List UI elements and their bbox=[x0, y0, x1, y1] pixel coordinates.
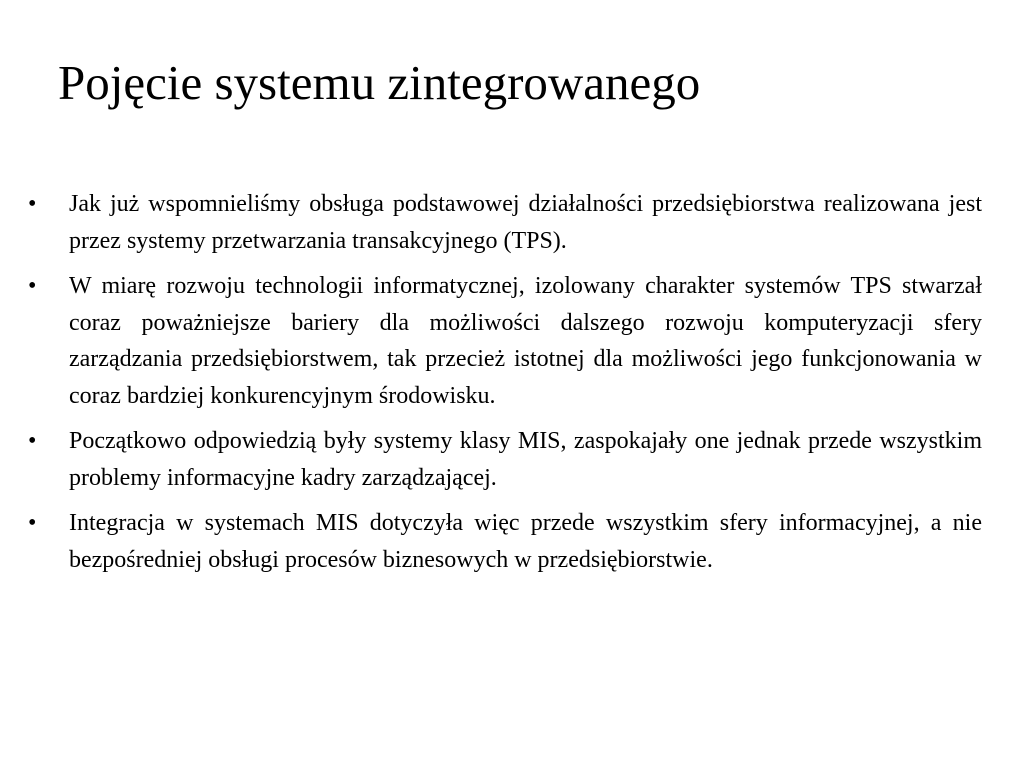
bullet-text: Początkowo odpowiedzią były systemy klasy MIS, zaspokajały one jednak przede wszystkim problemy informacyjne kadry zarządzającej. bbox=[69, 428, 982, 491]
bullet-marker: • bbox=[28, 510, 37, 536]
bullet-text: W miarę rozwoju technologii informatycznej, izolowany charakter systemów TPS stwarzał coraz poważniejsze bariery dla możliwości dalszego rozwoju komputeryzacji sfery zarządzania przedsiębiorstwem, tak przecież istotnej dla możliwości jego funkcjonowania w coraz bardziej konkurencyjnym środowisku. bbox=[69, 273, 982, 409]
bullet-item-2 bbox=[28, 268, 982, 414]
bullet-marker: • bbox=[28, 273, 37, 299]
bullet-text: Integracja w systemach MIS dotyczyła więc przede wszystkim sfery informacyjnej, a nie bezpośredniej obsługi procesów biznesowych w przedsiębiorstwie. bbox=[69, 510, 982, 573]
bullet-marker: • bbox=[28, 428, 37, 454]
bullet-item-3 bbox=[28, 423, 982, 496]
bullet-item-4 bbox=[28, 505, 982, 578]
slide-title: Pojęcie systemu zintegrowanego bbox=[58, 55, 701, 110]
bullet-item-1 bbox=[28, 186, 982, 259]
bullet-list bbox=[28, 186, 982, 587]
bullet-text: Jak już wspomnieliśmy obsługa podstawowej działalności przedsiębiorstwa realizowana jest przez systemy przetwarzania transakcyjnego (TPS). bbox=[69, 191, 982, 254]
bullet-marker: • bbox=[28, 191, 37, 217]
